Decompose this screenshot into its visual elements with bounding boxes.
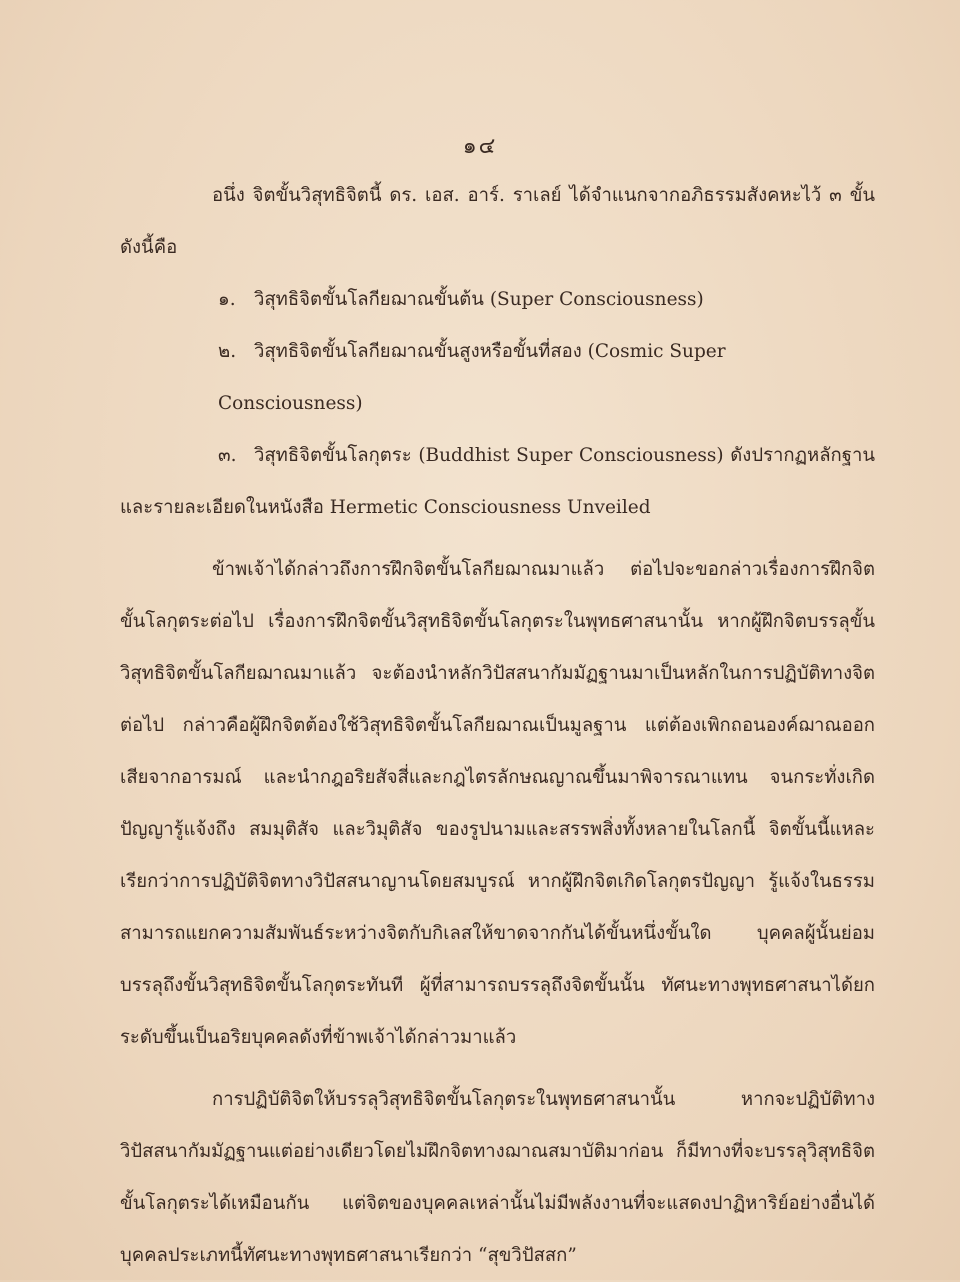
list-text: วิสุทธิจิตขั้นโลกุตระ (Buddhist Super Consciousness) ดังปรากฏหลักฐานและรายละเอียดในหนังสือ Hermetic Consciousness Unveiled (120, 445, 875, 518)
list-number: ๓. (218, 445, 237, 466)
list-number: ๒. (218, 341, 237, 362)
spacer (120, 534, 875, 544)
page-body (120, 170, 875, 1282)
list-number: ๑. (218, 289, 236, 310)
intro-paragraph: อนึ่ง จิตขั้นวิสุทธิจิตนี้ ดร. เอส. อาร์. ราเลย์ ได้จำแนกจากอภิธรรมสังคหะไว้ ๓ ขั้นดังนี้คือ (120, 185, 875, 258)
spacer (120, 1064, 875, 1074)
body-paragraph-1: ข้าพเจ้าได้กล่าวถึงการฝึกจิตขั้นโลกียฌาณมาแล้ว ต่อไปจะขอกล่าวเรื่องการฝึกจิตขั้นโลกุตระต่อไป เรื่องการฝึกจิตขั้นวิสุทธิจิตขั้นโลกุตระในพุทธศาสนานั้น หากผู้ฝึกจิตบรรลุขั้นวิสุทธิจิตขั้นโลกียฌาณมาแล้ว จะต้องนำหลักวิปัสสนากัมมัฏฐานมาเป็นหลักในการปฏิบัติทางจิตต่อไป กล่าวคือผู้ฝึกจิตต้องใช้วิสุทธิจิตขั้นโลกียฌาณเป็นมูลฐาน แต่ต้องเพิกถอนองค์ฌาณออกเสียจากอารมณ์ และนำกฎอริยสัจสี่และกฎไตรลักษณญาณขึ้นมาพิจารณาแทน จนกระทั่งเกิดปัญญารู้แจ้งถึง สมมุติสัจ และวิมุติสัจ ของรูปนามและสรรพสิ่งทั้งหลายในโลกนี้ จิตขั้นนี้แหละเรียกว่าการปฏิบัติจิตทางวิปัสสนาญานโดยสมบูรณ์ หากผู้ฝึกจิตเกิดโลกุตรปัญญา รู้แจ้งในธรรม สามารถแยกความสัมพันธ์ระหว่างจิตกับกิเลสให้ขาดจากกันได้ขั้นหนึ่งขั้นใด บุคคลผู้นั้นย่อมบรรลุถึงขั้นวิสุทธิจิตขั้นโลกุตระทันที ผู้ที่สามารถบรรลุถึงจิตขั้นนั้น ทัศนะทางพุทธศาสนาได้ยกระดับขึ้นเป็นอริยบุคคลดังที่ข้าพเจ้าได้กล่าวมาแล้ว (120, 559, 875, 1048)
page-number: ๑๔ (462, 134, 498, 159)
list-item (120, 326, 875, 430)
body-paragraph-2: การปฏิบัติจิตให้บรรลุวิสุทธิจิตขั้นโลกุตระในพุทธศาสนานั้น หากจะปฏิบัติทางวิปัสสนากัมมัฏฐานแต่อย่างเดียวโดยไม่ฝึกจิตทางฌาณสมาบัติมาก่อน ก็มีทางที่จะบรรลุวิสุทธิจิตขั้นโลกุตระได้เหมือนกัน แต่จิตของบุคคลเหล่านั้นไม่มีพลังงานที่จะแสดงปาฏิหาริย์อย่างอื่นได้ บุคคลประเภทนี้ทัศนะทางพุทธศาสนาเรียกว่า “สุขวิปัสสก” (120, 1089, 875, 1266)
list-text: วิสุทธิจิตขั้นโลกียฌาณขั้นต้น (Super Consciousness) (254, 289, 704, 310)
consciousness-levels-list (120, 274, 875, 534)
list-text: วิสุทธิจิตขั้นโลกียฌาณขั้นสูงหรือขั้นที่สอง (Cosmic Super Consciousness) (218, 341, 726, 414)
list-item (120, 430, 875, 534)
list-item (120, 274, 875, 326)
